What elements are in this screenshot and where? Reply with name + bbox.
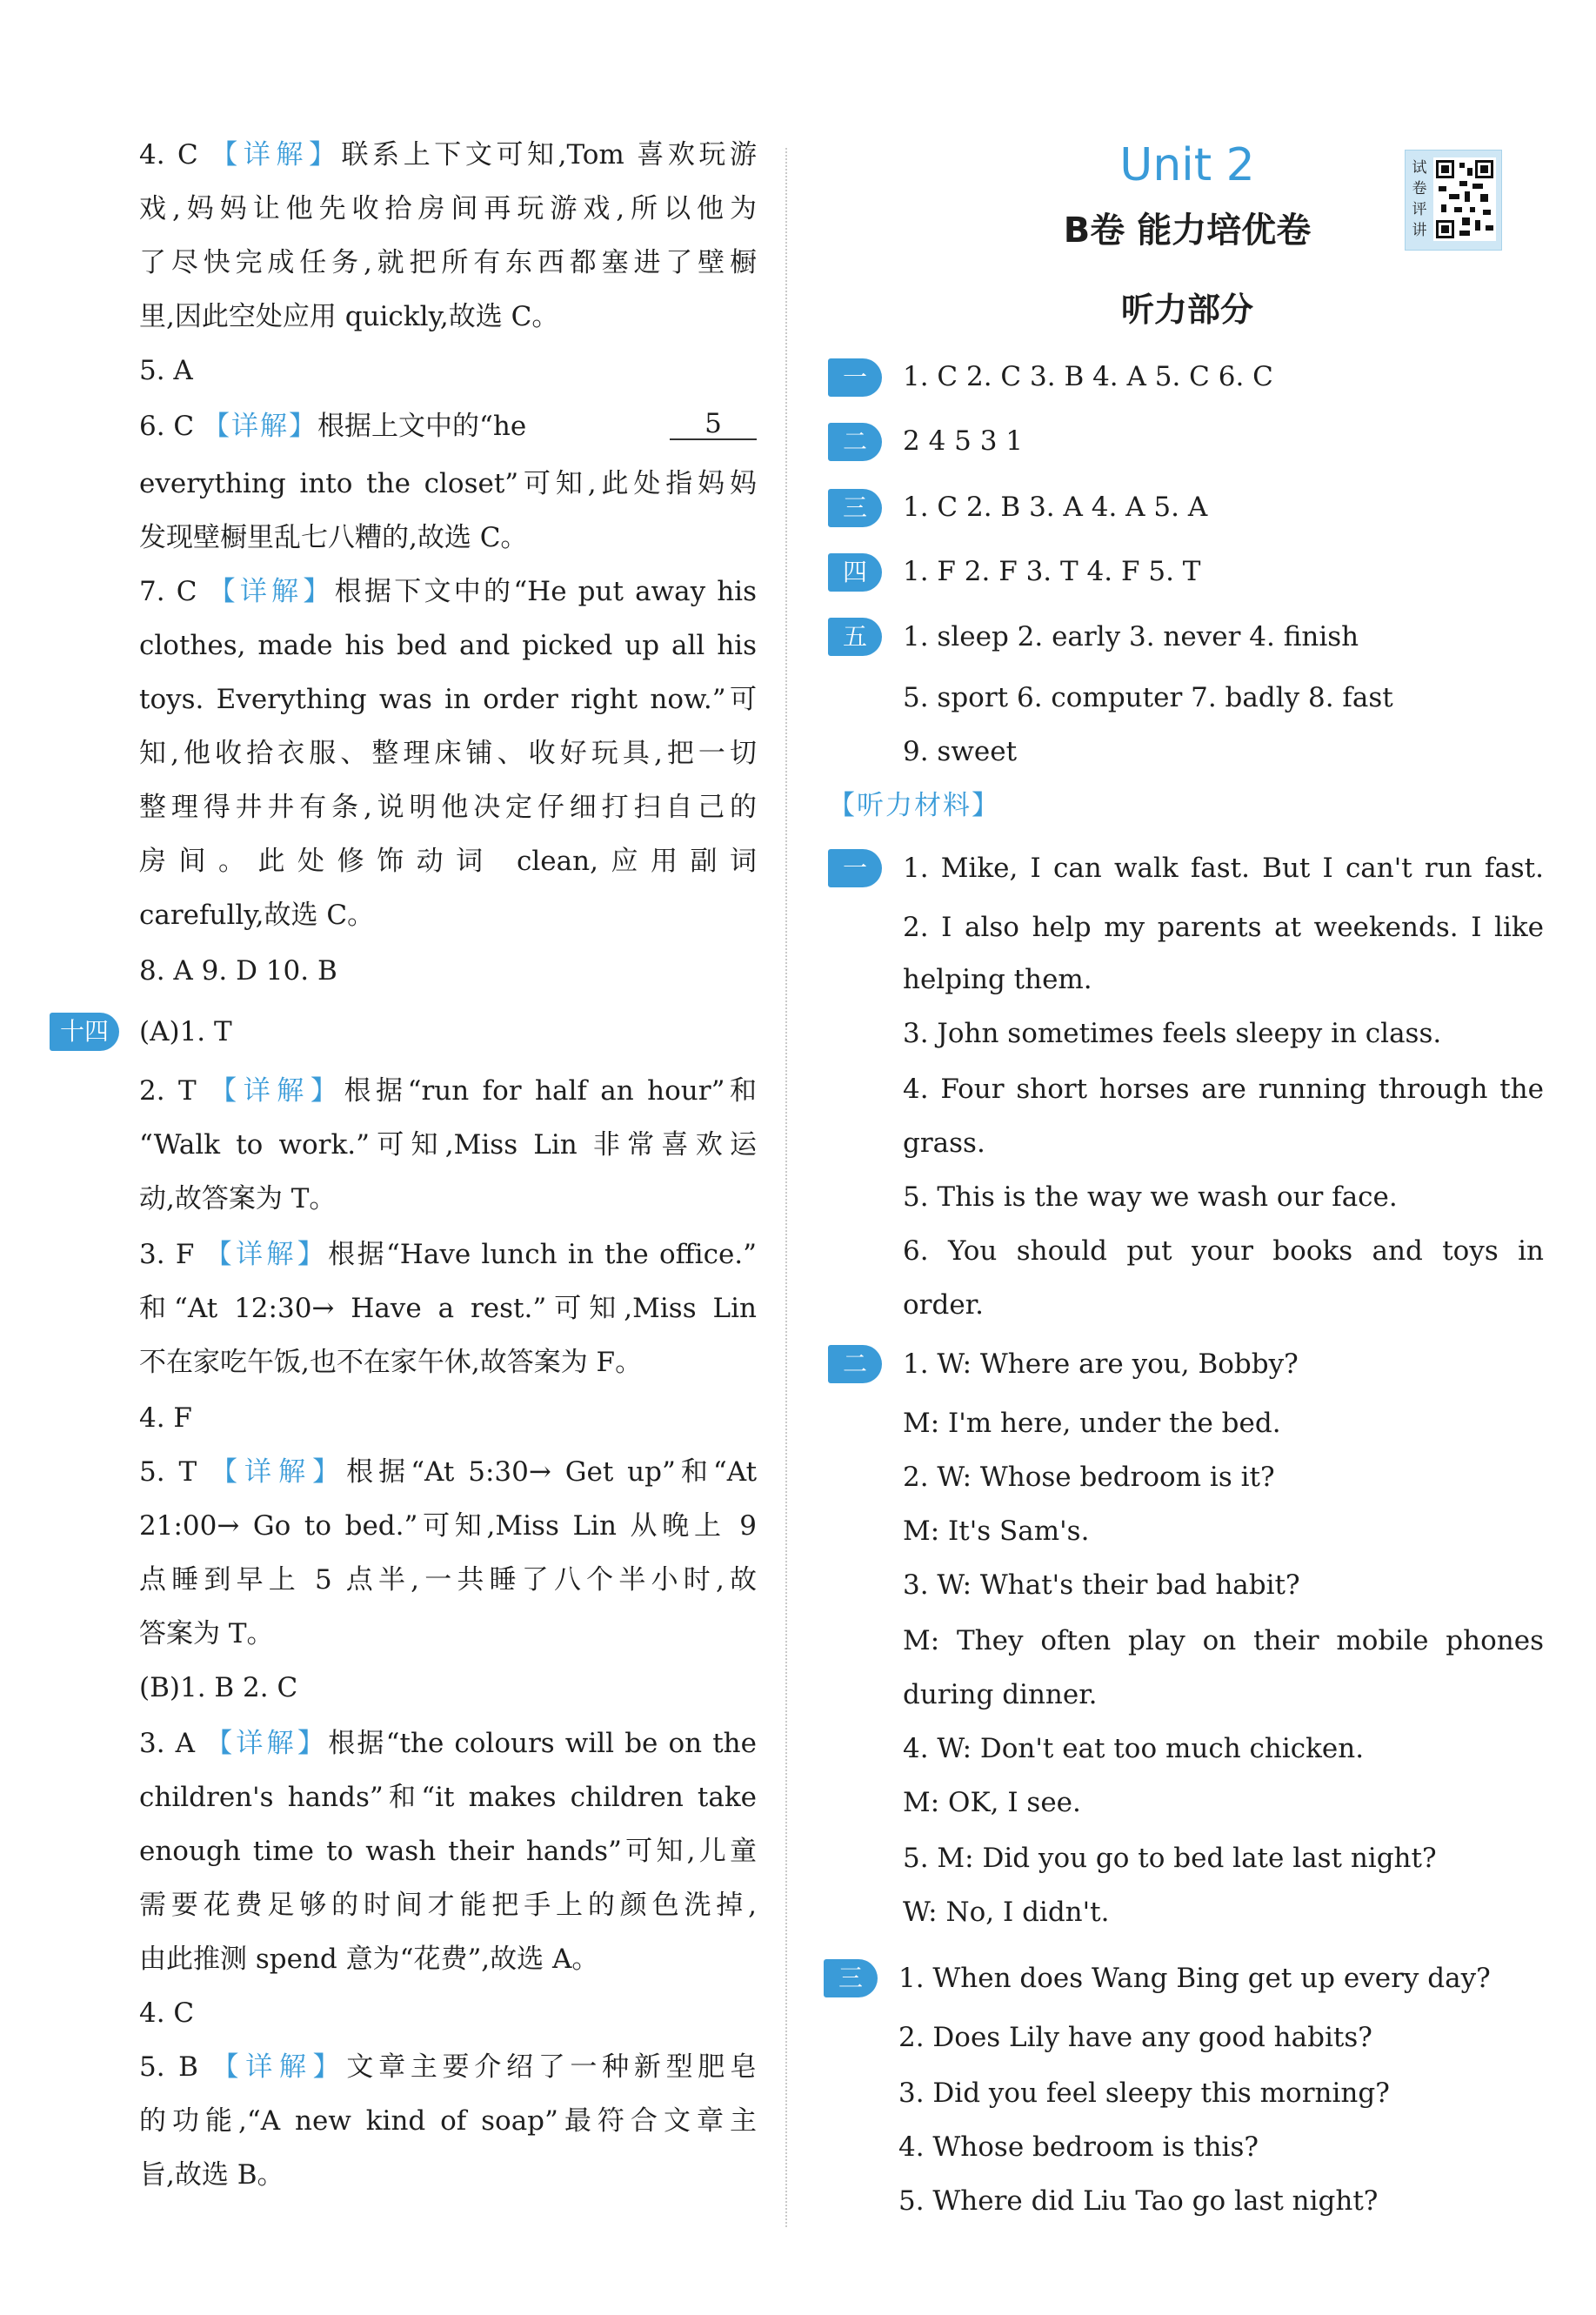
material-line: 2. W: Whose bedroom is it?	[903, 1462, 1275, 1493]
listening-material-title: 【听力材料】	[828, 790, 1000, 821]
text-line: 5. B 【详解】文章主要介绍了一种新型肥皂	[139, 2051, 758, 2083]
text-line: 6. C 【详解】根据上文中的“he	[139, 411, 527, 442]
text-line: 动,故答案为 T。	[139, 1183, 337, 1214]
text-line: 里,因此空处应用 quickly,故选 C。	[139, 301, 559, 332]
material-line: 3. W: What's their bad habit?	[903, 1569, 1300, 1601]
answer-line: 9. sweet	[903, 736, 1018, 767]
text-line: 2. T 【详解】根据“run for half an hour”和	[139, 1075, 757, 1107]
text-line: 8. A 9. D 10. B	[139, 955, 337, 987]
material-line: 5. M: Did you go to bed late last night?	[903, 1843, 1437, 1874]
material-line: M: They often play on their mobile phones	[903, 1625, 1544, 1656]
material-line: M: It's Sam's.	[903, 1515, 1090, 1547]
text-line: 戏,妈妈让他先收拾房间再玩游戏,所以他为	[139, 193, 757, 224]
explanation-tag: 【详解】	[210, 139, 342, 171]
text-line	[139, 409, 757, 444]
material-line: 6. You should put your books and toys in	[903, 1235, 1544, 1267]
answer-line: 1. C 2. C 3. B 4. A 5. C 6. C	[903, 361, 1273, 392]
section-badge-4: 四	[828, 553, 882, 592]
explanation-tag: 【详解】	[208, 576, 335, 607]
text-line: 知,他收拾衣服、整理床铺、收好玩具,把一切	[139, 738, 757, 769]
material-line: 1. Mike, I can walk fast. But I can't run fast.	[903, 853, 1544, 884]
explanation-tag: 【详解】	[211, 2051, 347, 2083]
text-line: (A)1. T	[139, 1016, 232, 1047]
answer-line: 2 4 5 3 1	[903, 425, 1024, 457]
material-line: M: I'm here, under the bed.	[903, 1408, 1281, 1439]
text-line: 旨,故选 B。	[139, 2159, 284, 2191]
material-line: 3. John sometimes feels sleepy in class.	[903, 1018, 1442, 1049]
material-line: helping them.	[903, 964, 1092, 995]
material-line: 2. Does Lily have any good habits?	[898, 2022, 1372, 2053]
text-line: 答案为 T。	[139, 1618, 274, 1649]
material-line: 4. Four short horses are running through the	[903, 1074, 1544, 1105]
section-badge-3-material: 三	[824, 1959, 878, 1997]
section-badge-2-material: 二	[828, 1345, 882, 1383]
text-line: 和“At 12:30→ Have a rest.”可知,Miss Lin	[139, 1293, 757, 1324]
material-line: 5. This is the way we wash our face.	[903, 1181, 1398, 1213]
material-line: 2. I also help my parents at weekends. I like	[903, 912, 1544, 943]
text-line: 了尽快完成任务,就把所有东西都塞进了壁橱	[139, 247, 757, 278]
explanation-tag: 【详解】	[204, 1239, 329, 1270]
qr-label: 试卷评讲	[1412, 159, 1427, 239]
column-divider	[785, 148, 787, 2227]
text-line: “Walk to work.”可知,Miss Lin 非常喜欢运	[139, 1129, 757, 1161]
text-line: 5. A	[139, 355, 193, 386]
material-line: M: OK, I see.	[903, 1787, 1081, 1818]
text-line: 7. C 【详解】根据下文中的“He put away his	[139, 576, 758, 607]
unit-title: Unit 2	[1119, 139, 1255, 191]
answer-line: 1. F 2. F 3. T 4. F 5. T	[903, 556, 1201, 587]
text-line: clothes, made his bed and picked up all his	[139, 630, 757, 661]
answer-line: 1. C 2. B 3. A 4. A 5. A	[903, 492, 1208, 523]
material-line: 4. W: Don't eat too much chicken.	[903, 1733, 1365, 1764]
text-line: 3. F 【详解】根据“Have lunch in the office.”	[139, 1239, 758, 1270]
material-line: 3. Did you feel sleepy this morning?	[898, 2077, 1390, 2109]
listening-section-title: 听力部分	[1120, 291, 1253, 329]
material-line: 1. When does Wang Bing get up every day?	[898, 1963, 1491, 1994]
text-line: 4. F	[139, 1402, 192, 1434]
text-line: children's hands”和“it makes children take	[139, 1782, 757, 1813]
answer-line: 1. sleep 2. early 3. never 4. finish	[903, 621, 1359, 652]
section-badge-1: 一	[828, 358, 882, 397]
section-badge-1-material: 一	[828, 849, 882, 887]
section-badge-2: 二	[828, 423, 882, 461]
text-line: enough time to wash their hands”可知,儿童	[139, 1836, 757, 1867]
section-badge-5: 五	[828, 618, 882, 656]
text-line: 21:00→ Go to bed.”可知,Miss Lin 从晚上 9	[139, 1510, 757, 1542]
text-line: 由此推测 spend 意为“花费”,故选 A。	[139, 1944, 599, 1975]
answer-blank: 5	[670, 409, 757, 440]
material-line: 1. W: Where are you, Bobby?	[903, 1348, 1299, 1380]
text-line: carefully,故选 C。	[139, 900, 375, 931]
material-line: during dinner.	[903, 1679, 1098, 1710]
text-line: 需要花费足够的时间才能把手上的颜色洗掉,	[139, 1890, 757, 1921]
section-badge-14: 十四	[50, 1013, 119, 1051]
text-line: 发现壁橱里乱七八糟的,故选 C。	[139, 522, 528, 553]
text-line: 4. C	[139, 1997, 195, 2029]
explanation-tag: 【详解】	[210, 1456, 347, 1488]
explanation-tag: 【详解】	[205, 1728, 329, 1759]
section-badge-3: 三	[828, 489, 882, 527]
text-line: 不在家吃午饭,也不在家午休,故答案为 F。	[139, 1347, 643, 1378]
paper-title: B卷 能力培优卷	[1063, 211, 1312, 251]
explanation-tag: 【详解】	[210, 1075, 344, 1107]
material-line: order.	[903, 1289, 984, 1321]
text-line: 4. C 【详解】联系上下文可知,Tom 喜欢玩游	[139, 139, 757, 171]
text-line: 的功能,“A new kind of soap”最符合文章主	[139, 2105, 757, 2137]
material-line: grass.	[903, 1127, 985, 1159]
text-line: 5. T 【详解】根据“At 5:30→ Get up”和“At	[139, 1456, 758, 1488]
material-line: 5. Where did Liu Tao go last night?	[898, 2185, 1379, 2217]
qr-code-panel[interactable]	[1405, 150, 1502, 251]
explanation-tag: 【详解】	[203, 411, 318, 442]
text-line: 房间。此处修饰动词 clean,应用副词	[139, 846, 757, 877]
text-line: 点睡到早上 5 点半,一共睡了八个半小时,故	[139, 1564, 757, 1596]
qr-code-icon	[1433, 157, 1496, 241]
text-line: (B)1. B 2. C	[139, 1672, 298, 1703]
material-line: 4. Whose bedroom is this?	[898, 2131, 1259, 2163]
answer-line: 5. sport 6. computer 7. badly 8. fast	[903, 682, 1393, 713]
text-line: 整理得井井有条,说明他决定仔细打扫自己的	[139, 792, 757, 823]
text-line: toys. Everything was in order right now.”可	[139, 684, 757, 715]
material-line: W: No, I didn't.	[903, 1897, 1110, 1928]
text-line: everything into the closet”可知,此处指妈妈	[139, 468, 757, 499]
text-line: 3. A 【详解】根据“the colours will be on the	[139, 1728, 757, 1759]
